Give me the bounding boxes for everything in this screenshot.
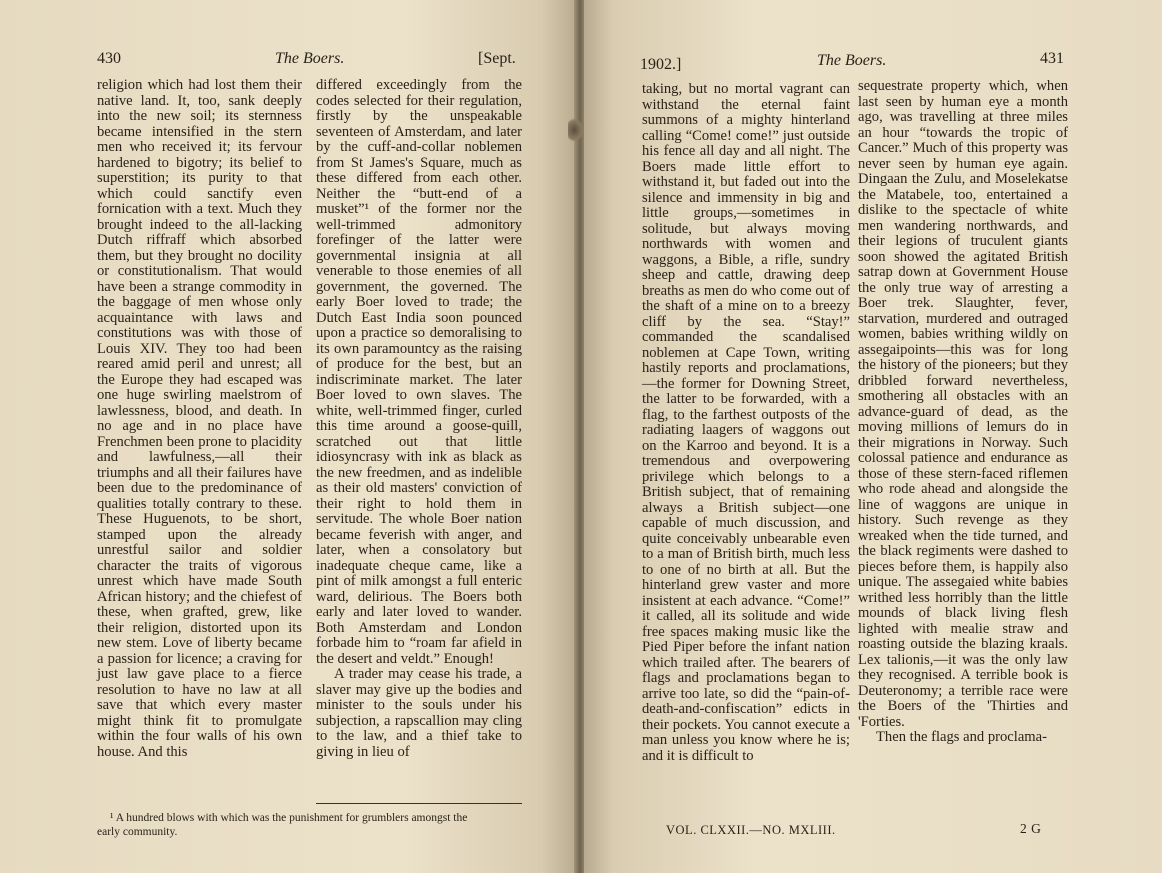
signature-line: VOL. CLXXII.—NO. MXLIII. <box>666 823 836 837</box>
page-tab-mark <box>568 118 584 142</box>
right-page-number: 431 <box>1040 50 1064 67</box>
right-column-1 <box>642 82 850 764</box>
right-running-title: The Boers. <box>817 52 887 69</box>
paragraph: differed exceedingly from the codes selected for their regulation, firstly by the unspeakable seventeen of Amsterdam, and later by the cuff-and-collar noblemen from St James's Square, much as these differed from each other. Neither the “butt-end of a musket”¹ of the former nor the well-trimmed admonitory forefinger of the latter were governmental insignia at all venerable to those enemies of all government, the governed. The early Boer loved to trade; the Dutch East India soon pounced upon a practice so demoralising to its own paramountcy as the raising of produce for the best, but an indiscriminate market. The later Boer loved to own slaves. The white, well-trimmed finger, curled this time around a goose-quill, scratched out that little idiosyncrasy with ink as black as the new freedmen, and as indelible as their old masters' conviction of their right to hold them in servitude. The whole Boer nation became feverish with anger, and later, when a consolatory but inadequate cheque came, like a pint of milk amongst a full enteric ward, delirious. The Boers both early and later loved to wander. Both Amsterdam and London forbade him to “roam far afield in the desert and veldt.” Enough! <box>316 77 522 667</box>
left-date-marker: [Sept. <box>478 50 516 67</box>
right-page <box>584 0 1162 873</box>
paragraph: Then the flags and proclama- <box>876 729 1047 745</box>
paragraph: religion which had lost them their native land. It, too, sank deeply into the new soil; its sternness became intensified in the stern men who received it; its fervour hardened to bigotry; its belief to superstition; its purity to that which could sanctify even fornication with a text. Much they brought indeed to the all-lacking Dutch riffraff which absorbed them, but they brought no docility or constitutionalism. That would have been a strange commodity in the baggage of men whose only acquaintance with laws and constitutions was with those of Louis XIV. They too had been reared amid peril and unrest; all the Europe they had escaped was one huge swirling maelstrom of lawlessness, blood, and death. In no age and in no place have Frenchmen been prone to placidity and lawfulness,—all their triumphs and all their failures have been due to the predominance of qualities totally contrary to these. These Huguenots, to be short, stamped upon the already unrestful sailor and soldier character the traits of vigorous unrest which have made South African history; and the chiefest of these, when grafted, grew, like their religion, distorted upon its new stem. Love of liberty became a passion for licence; a craving for just law gave place to a fierce resolution to have no law at all save that which every master might think fit to promulgate within the four walls of his own house. And this <box>97 77 302 760</box>
signature-mark: 2 G <box>1020 821 1042 836</box>
paragraph: taking, but no mortal vagrant can withstand the eternal faint summons of a mighty hinterland calling “Come! come!” just outside his fence all day and all night. The Boers made little effort to withstand it, but faded out into the silence and immensity in big and little groups,—sometimes in solitude, but always moving northwards with women and waggons, a Bible, a rifle, sundry sheep and cattle, drawing deep breaths as men do who come out of the shaft of a mine on to a breezy cliff by the sea. “Stay!” commanded the scandalised noblemen at Cape Town, writing hastily reports and proclamations,—the former for Downing Street, the latter to be forwarded, with a flag, to the farthest outposts of the radiating laagers of waggons out on the Karroo and beyond. It is a tremendous and overpowering privilege which belongs to a British subject, that of remaining always a British subject—one capable of much discussion, and quite conceivably unbearable even to a man of British birth, much less to one of no birth at all. But the hinterland grew vaster and more insistent at each advance. “Come!” it called, all its solitude and wide free spaces making music like the Pied Piper before the infant nation which trailed after. The bearers of flags and proclamations began to arrive too late, so did the “pain-of-death-and-confiscation” edicts in their pockets. You cannot execute a man unless you know where he is; and it is difficult to <box>642 81 850 764</box>
left-page-number: 430 <box>97 50 121 67</box>
footnote-line-2: early community. <box>97 826 178 838</box>
left-running-title: The Boers. <box>275 50 345 67</box>
footnote-line-1: ¹ A hundred blows with which was the punishment for grumblers amongst the <box>110 812 468 824</box>
left-column-1 <box>97 78 302 760</box>
paragraph: A trader may cease his trade, a slaver may give up the bodies and minister to the souls under his subjection, a rapscallion may cling to the law, and a thief take to giving in lieu of <box>316 666 522 760</box>
right-column-2 <box>858 79 1068 746</box>
left-page <box>0 0 576 873</box>
right-date-marker: 1902.] <box>640 56 682 73</box>
left-column-2 <box>316 78 522 760</box>
paragraph: sequestrate property which, when last seen by human eye a month ago, was travelling at three miles an hour “towards the tropic of Cancer.” Much of this property was never seen by human eye again. Dingaan the Zulu, and Moselekatse the Matabele, too, entertained a dislike to the spectacle of white men wandering northwards, and their legions of truculent giants soon showed the agitated British satrap down at Government House the only true way of arresting a Boer trek. Slaughter, fever, starvation, murdered and outraged women, babies writhing wildly on assegaipoints—this was for long the history of the pioneers; but they dribbled forward nevertheless, smothering all obstacles with an advance-guard of dead, as the moving millions of lemurs do in their migrations in Norway. Such colossal patience and endurance as those of these stern-faced riflemen who rode ahead and alongside the line of waggons are unique in history. Such revenge as they wreaked when the tide turned, and the black regiments were dashed to pieces before them, is happily also unique. The assegaied white babies writhed less horribly than the little mounds of black living flesh lighted with mealie straw and roasting outside the blazing kraals. Lex talionis,—it was the only law they recognised. A terrible book is Deuteronomy; a terrible race were the Boers of the 'Thirties and 'Forties. <box>858 78 1068 730</box>
footnote-rule <box>316 803 522 804</box>
